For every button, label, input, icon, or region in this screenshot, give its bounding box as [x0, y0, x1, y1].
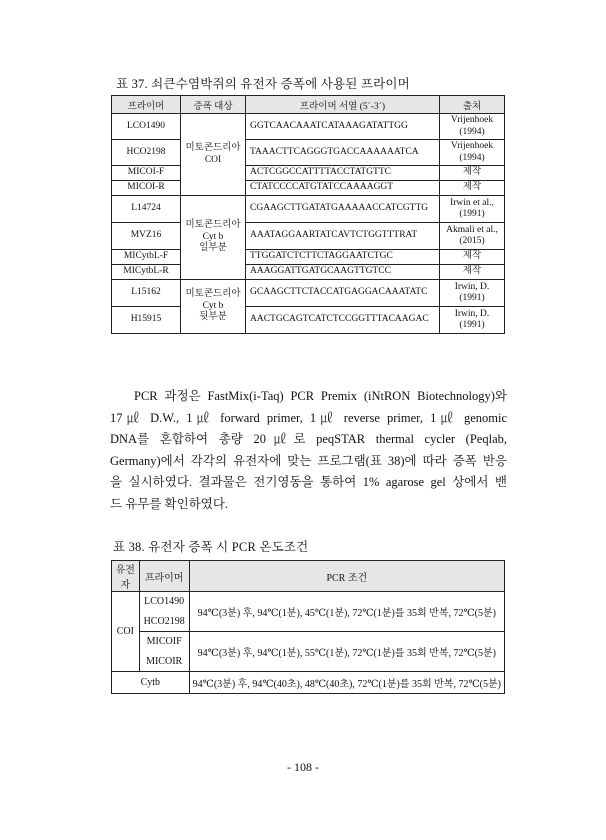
- paragraph-line: 을 실시하였다. 결과물은 전기영동을 통하여 1% agarose gel 상에서 밴: [110, 475, 507, 489]
- primer-name: MICytbL-R: [112, 265, 181, 280]
- paragraph-line: 17㎕ D.W., 1㎕ forward primer, 1㎕ reverse primer, 1㎕ genomic: [110, 410, 507, 425]
- header-gene: 유전자: [112, 561, 140, 592]
- table-row: [112, 140, 505, 166]
- primer-name: LCO1490: [139, 592, 189, 612]
- primer-name: HCO2198: [112, 140, 181, 166]
- header-primer: 프라이머: [112, 96, 181, 114]
- primer-source: 제작: [440, 250, 505, 265]
- primer-sequence: GCAAGCTTCTACCATGAGGACAAATATC: [246, 280, 440, 307]
- primer-source: Vrijenhoek (1994): [440, 140, 505, 166]
- table-row: [112, 672, 505, 694]
- primer-name: HCO2198: [139, 612, 189, 632]
- primer-name: MVZ16: [112, 223, 181, 250]
- target-cytb-back: [181, 280, 246, 334]
- primer-sequence: GGTCAACAAATCATAAAGATATTGG: [246, 114, 440, 140]
- target-line: Cyt b: [202, 231, 224, 242]
- paragraph-line: Germany)에서 각각의 유전자에 맞는 프로그램(표 38)에 따라 증폭 반응: [110, 453, 507, 468]
- primer-sequence: TTGGATCTCTTCTAGGAATCTGC: [246, 250, 440, 265]
- primer-source: Vrijenhoek (1994): [440, 114, 505, 140]
- primer-sequence: AAATAGGAARTATCAVTCTGGTTTRAT: [246, 223, 440, 250]
- primer-sequence: AAAGGATTGATGCAAGTTGTCC: [246, 265, 440, 280]
- table-row: [112, 265, 505, 280]
- paragraph-line: DNA를 혼합하여 총량 20㎕로 peqSTAR thermal cycler (Peqlab,: [110, 432, 507, 446]
- header-sequence: 프라이머 서열 (5´-3´): [246, 96, 440, 114]
- page-number: - 108 -: [287, 760, 319, 774]
- primer-source: Akmali et al., (2015): [440, 223, 505, 250]
- pcr-paragraph: [110, 386, 507, 515]
- target-line: COI: [204, 154, 222, 165]
- pcr-condition: 94℃(3분) 후, 94℃(40초), 48℃(40초), 72℃(1분)를 35회 반복, 72℃(5분): [189, 672, 504, 694]
- target-line: Cyt b: [202, 300, 224, 311]
- target-coi: [181, 114, 246, 196]
- table-row: [112, 181, 505, 196]
- primer-source: Irwin, D. (1991): [440, 280, 505, 307]
- pcr-condition: 94℃(3분) 후, 94℃(1분), 55℃(1분), 72℃(1분)를 35회 반복, 72℃(5분): [189, 632, 504, 672]
- primer-sequence: CGAAGCTTGATATGAAAAACCATCGTTG: [246, 196, 440, 223]
- paragraph-line: PCR 과정은 FastMix(i-Taq) PCR Premix (iNtRON Biotechnology)와: [134, 389, 507, 403]
- primer-sequence: TAAACTTCAGGGTGACCAAAAAATCA: [246, 140, 440, 166]
- primer-source: 제작: [440, 181, 505, 196]
- target-line: 뒷부분: [199, 312, 227, 323]
- table-header-row: [112, 96, 505, 114]
- table-row: [112, 592, 505, 612]
- primer-name: MICytbL-F: [112, 250, 181, 265]
- primer-source: Irwin et al., (1991): [440, 196, 505, 223]
- primer-source: 제작: [440, 265, 505, 280]
- table-row: [112, 280, 505, 307]
- target-line: 미토콘드리아: [185, 220, 241, 231]
- header-target: 증폭 대상: [181, 96, 246, 114]
- primer-sequence: ACTCGGCCATTTTACCTATGTTC: [246, 166, 440, 181]
- target-line: 일부분: [199, 243, 227, 254]
- primer-name: MICOI-R: [112, 181, 181, 196]
- target-cytb-part: [181, 196, 246, 280]
- table-header-row: [112, 561, 505, 592]
- gene-cytb: Cytb: [112, 672, 190, 694]
- primer-name: H15915: [112, 307, 181, 334]
- table-row: [112, 223, 505, 250]
- primer-source: 제작: [440, 166, 505, 181]
- paragraph-line: 드 유무를 확인하였다.: [110, 496, 229, 511]
- table37-caption: 표 37. 쇠큰수염박쥐의 유전자 증폭에 사용된 프라이머: [116, 77, 410, 91]
- pcr-condition-table: [111, 560, 505, 694]
- target-line: 미토콘드리아: [185, 143, 241, 153]
- primer-name: L14724: [112, 196, 181, 223]
- primer-sequence: AACTGCAGTCATCTCCGGTTTACAAGAC: [246, 307, 440, 334]
- header-source: 출처: [440, 96, 505, 114]
- table-row: [112, 632, 505, 652]
- primer-table: [111, 95, 505, 334]
- table-row: [112, 166, 505, 181]
- table-row: [112, 307, 505, 334]
- target-line: 미토콘드리아: [185, 289, 241, 300]
- gene-coi: COI: [112, 592, 140, 672]
- primer-name: MICOI-F: [112, 166, 181, 181]
- primer-name: L15162: [112, 280, 181, 307]
- pcr-condition: 94℃(3분) 후, 94℃(1분), 45℃(1분), 72℃(1분)를 35회 반복, 72℃(5분): [189, 592, 504, 632]
- primer-name: MICOIF: [139, 632, 189, 652]
- table38-caption: 표 38. 유전자 증폭 시 PCR 온도조건: [113, 540, 309, 554]
- header-pcr-condition: PCR 조건: [189, 561, 504, 592]
- primer-source: Irwin, D. (1991): [440, 307, 505, 334]
- table-row: [112, 250, 505, 265]
- header-primer: 프라이머: [139, 561, 189, 592]
- table-row: [112, 196, 505, 223]
- primer-name: MICOIR: [139, 652, 189, 672]
- primer-name: LCO1490: [112, 114, 181, 140]
- primer-sequence: CTATCCCCATGTATCCAAAAGGT: [246, 181, 440, 196]
- table-row: [112, 114, 505, 140]
